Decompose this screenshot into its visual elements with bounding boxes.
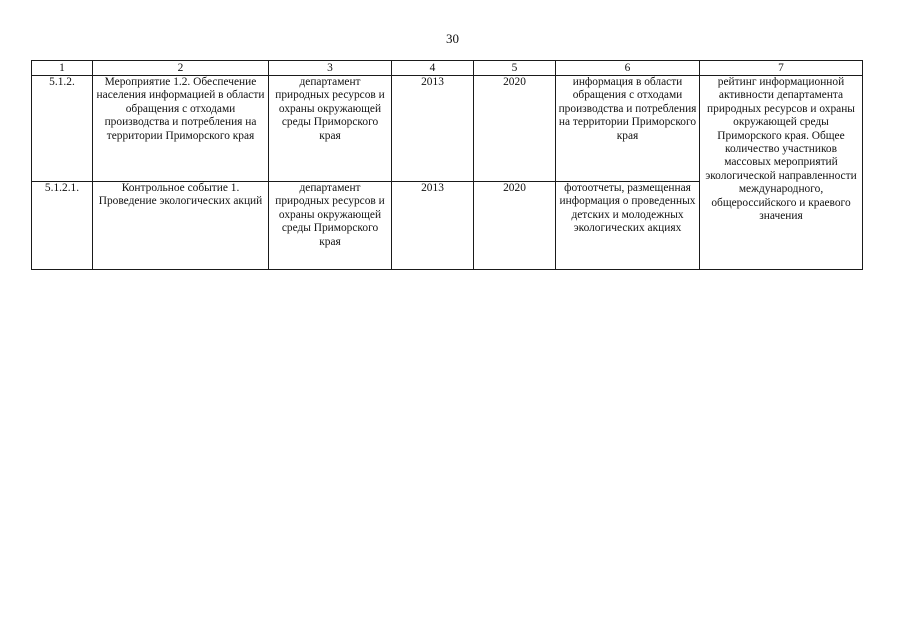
event-cell <box>93 182 269 270</box>
row-number: 5.1.2. <box>49 76 75 88</box>
result-text: информация в области обращения с отходами производства и потребления на территории Приморского края <box>558 76 697 142</box>
result-text: фотоотчеты, размещенная информация о проведенных детских и молодежных экологических акциях <box>559 182 696 235</box>
header-cell-1: 1 <box>32 61 93 76</box>
row-number-cell <box>32 76 93 182</box>
start-year-cell <box>392 182 474 270</box>
start-year: 2013 <box>421 182 444 194</box>
header-row <box>32 61 863 76</box>
row-number: 5.1.2.1. <box>44 182 80 194</box>
end-year: 2020 <box>503 76 526 88</box>
result-cell <box>556 182 700 270</box>
executor-text: департамент природных ресурсов и охраны окружающей среды Приморского края <box>275 182 385 248</box>
event-text: Мероприятие 1.2. Обеспечение населения информацией в области обращения с отходами производства и потребления на территории Приморского края <box>96 76 265 142</box>
header-cell-4: 4 <box>392 61 474 76</box>
indicator-cell <box>700 76 863 270</box>
program-events-table <box>31 60 863 270</box>
indicator-text: рейтинг информационной активности департамента природных ресурсов и охраны окружающей среды Приморского края. Общее количество участников массовых мероприятий экологической направленности международного, общероссийского и краевого значения <box>705 76 857 223</box>
header-cell-5: 5 <box>474 61 556 76</box>
event-cell <box>93 76 269 182</box>
page-number: 30 <box>446 31 459 46</box>
start-year: 2013 <box>421 76 444 88</box>
end-year-cell <box>474 76 556 182</box>
executor-text: департамент природных ресурсов и охраны окружающей среды Приморского края <box>275 76 385 142</box>
end-year-cell <box>474 182 556 270</box>
table-row <box>32 76 863 182</box>
header-cell-3: 3 <box>269 61 392 76</box>
result-cell <box>556 76 700 182</box>
event-text: Контрольное событие 1. Проведение экологических акций <box>98 182 263 208</box>
start-year-cell <box>392 76 474 182</box>
header-cell-2: 2 <box>93 61 269 76</box>
row-number-cell <box>32 182 93 270</box>
executor-cell <box>269 76 392 182</box>
executor-cell <box>269 182 392 270</box>
end-year: 2020 <box>503 182 526 194</box>
header-cell-7: 7 <box>700 61 863 76</box>
header-cell-6: 6 <box>556 61 700 76</box>
